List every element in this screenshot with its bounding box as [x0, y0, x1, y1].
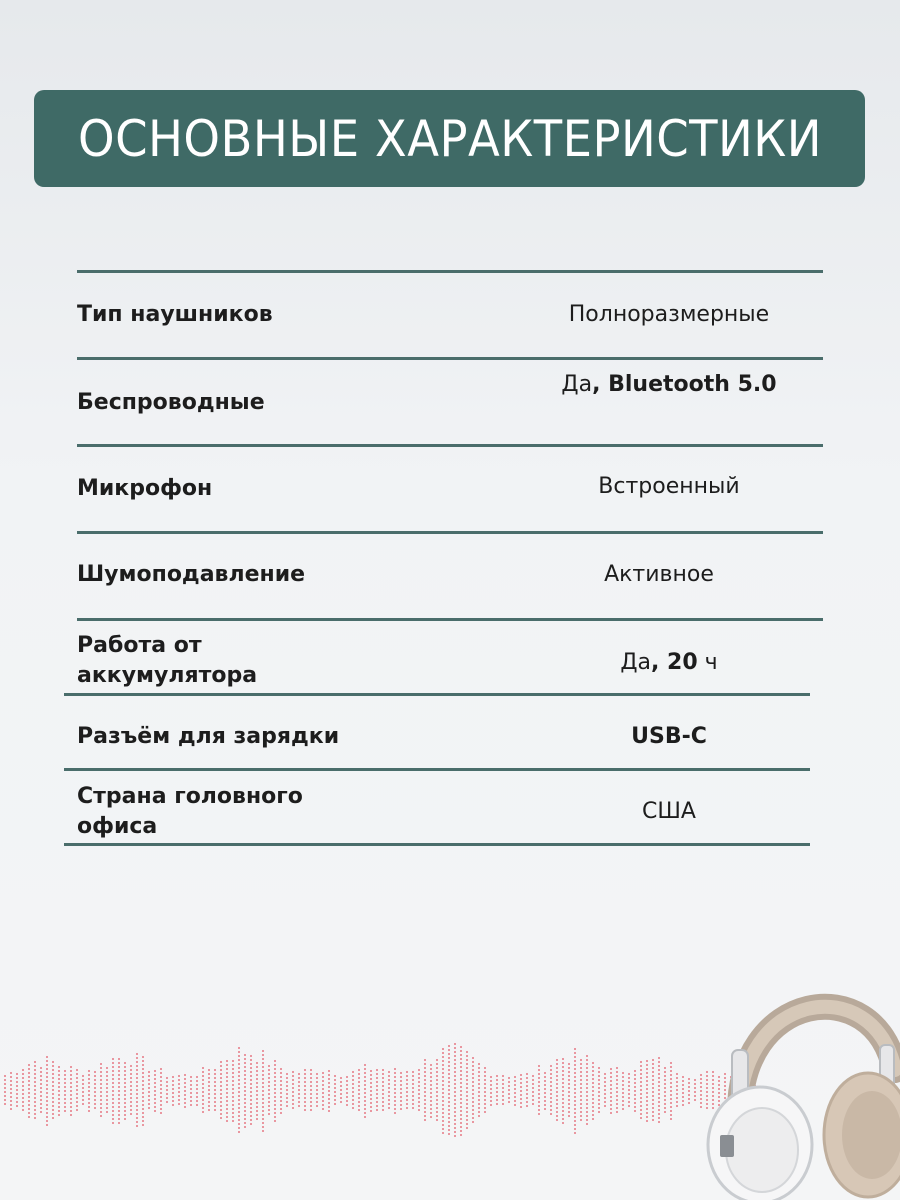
headphones-icon [700, 950, 900, 1200]
spec-label-wireless: Беспроводные [77, 390, 265, 415]
spec-value-bold: , Bluetooth 5.0 [592, 372, 777, 397]
divider [77, 270, 823, 273]
divider [77, 618, 823, 621]
divider [77, 444, 823, 447]
divider [64, 768, 810, 771]
divider [64, 693, 810, 696]
spec-value-battery [540, 648, 798, 678]
spec-value-text: Да [561, 372, 593, 397]
spec-value-hq-country [540, 797, 798, 827]
spec-label-charging-port: Разъём для зарядки [77, 724, 340, 749]
spec-value-text: Полноразмерные [568, 302, 770, 327]
spec-value-text: Встроенный [598, 474, 740, 499]
spec-label-microphone: Микрофон [77, 476, 213, 501]
spec-label-hq-country: Страна головного офиса [77, 784, 303, 839]
divider [77, 531, 823, 534]
page-title: ОСНОВНЫЕ ХАРАКТЕРИСТИКИ [77, 109, 822, 168]
spec-value-text: Активное [604, 562, 714, 587]
spec-value-noise-cancel [530, 560, 788, 590]
spec-value-charging-port [540, 722, 798, 752]
spec-value-bold: USB-C [631, 724, 707, 749]
spec-value-text: Да [620, 650, 652, 675]
spec-value-microphone [540, 472, 798, 502]
spec-value-suffix: ч [697, 650, 718, 675]
spec-value-wireless [540, 370, 798, 400]
spec-label-battery: Работа от аккумулятора [77, 633, 258, 688]
spec-value-bold: , 20 [651, 650, 698, 675]
spec-value-type [540, 300, 798, 330]
title-banner [34, 90, 865, 187]
spec-label-type: Тип наушников [77, 302, 273, 327]
spec-value-text: США [642, 799, 696, 824]
spec-label-noise-cancel: Шумоподавление [77, 562, 306, 587]
divider [64, 843, 810, 846]
divider [77, 357, 823, 360]
